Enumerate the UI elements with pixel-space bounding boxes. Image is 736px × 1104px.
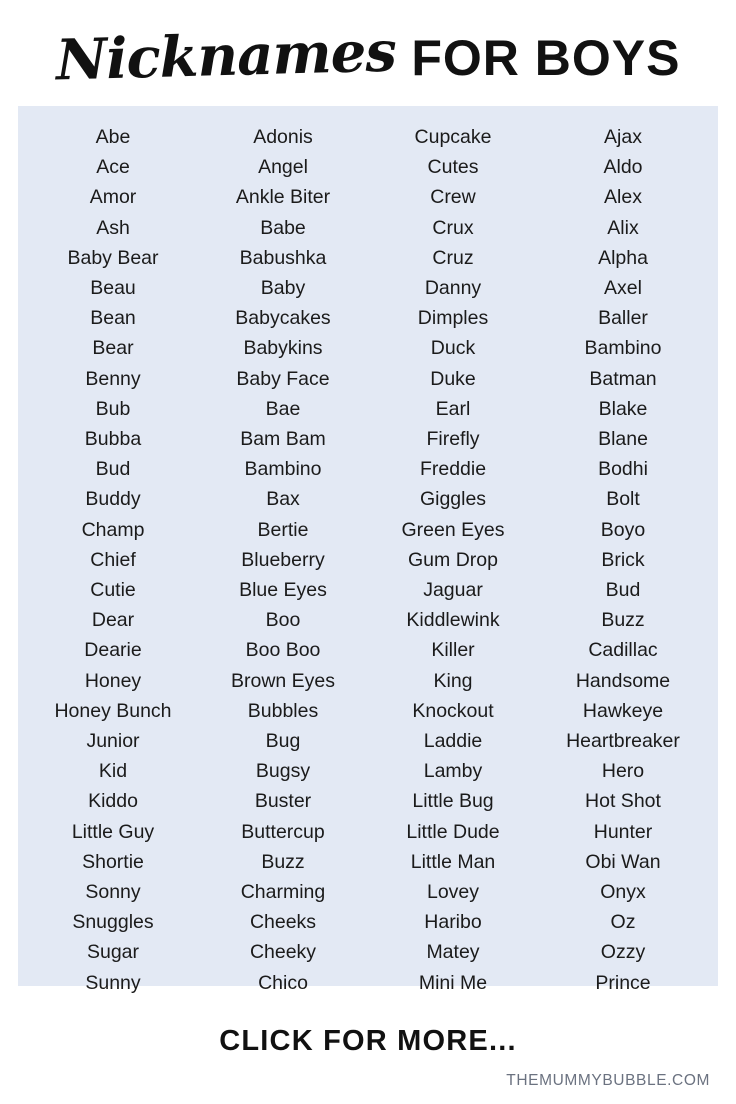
nickname-item: Lamby	[423, 760, 483, 783]
nickname-item: Haribo	[424, 911, 482, 934]
nickname-item: Blane	[598, 428, 648, 451]
nickname-list-panel	[18, 106, 718, 994]
nickname-item: Abe	[95, 126, 131, 148]
nickname-item: Alpha	[598, 246, 648, 269]
nickname-item: Freddie	[419, 458, 487, 481]
nickname-item: Killer	[431, 639, 475, 662]
nickname-item: Hero	[601, 760, 645, 783]
nickname-item: Little Man	[410, 850, 496, 873]
nickname-item: Snuggles	[72, 911, 154, 934]
nickname-columns	[28, 122, 708, 994]
nickname-item: Hot Shot	[585, 790, 661, 813]
nickname-item: Baby Face	[236, 367, 330, 390]
nickname-item: Firefly	[426, 428, 480, 451]
nickname-item: Chief	[90, 548, 136, 571]
nickname-item: Bear	[92, 337, 134, 360]
title-bold-text: FOR BOYS	[411, 30, 681, 86]
nickname-item: Benny	[85, 367, 141, 390]
nickname-item: Bambino	[244, 458, 322, 481]
nickname-item: Cutie	[90, 579, 136, 602]
nickname-item: Ankle Biter	[235, 186, 331, 209]
nickname-item: Bolt	[606, 488, 640, 511]
nickname-item: Little Bug	[412, 790, 494, 813]
nickname-item: Lovey	[426, 881, 480, 904]
nickname-item: Kiddlewink	[406, 609, 500, 632]
nickname-item: Danny	[424, 277, 482, 300]
click-for-more-label[interactable]: CLICK FOR MORE...	[219, 1025, 517, 1057]
nickname-item: Bean	[90, 307, 136, 330]
nickname-item: Cheeks	[249, 911, 317, 934]
nickname-item: Aldo	[603, 156, 643, 179]
website-attribution: THEMUMMYBUBBLE.COM	[506, 1072, 710, 1089]
nickname-item: Hawkeye	[582, 699, 664, 722]
nickname-item: Mini Me	[418, 971, 488, 994]
nickname-item: Sonny	[85, 881, 141, 904]
nickname-item: Amor	[89, 186, 137, 209]
nickname-item: Baby	[260, 277, 306, 300]
nickname-item: Buzz	[261, 850, 305, 873]
nickname-item: Bud	[95, 458, 131, 481]
nickname-item: Alex	[604, 186, 642, 209]
nickname-item: Brick	[601, 548, 645, 571]
nickname-column-2	[198, 122, 368, 994]
nickname-item: Junior	[86, 730, 140, 753]
nickname-item: Duck	[430, 337, 476, 360]
page-title	[0, 0, 736, 92]
nickname-item: Bertie	[257, 518, 309, 541]
nickname-item: Dimples	[417, 307, 489, 330]
nickname-item: Blue Eyes	[239, 579, 327, 602]
nickname-item: Bubbles	[247, 699, 319, 722]
nickname-item: Bugsy	[255, 760, 311, 783]
nickname-item: Ozzy	[600, 941, 646, 964]
nickname-item: Boo Boo	[245, 639, 321, 662]
nickname-item: Gum Drop	[408, 548, 498, 571]
nickname-item: Prince	[595, 971, 651, 994]
nickname-item: Buttercup	[241, 820, 325, 843]
footer	[0, 1011, 736, 1104]
nickname-item: Ace	[96, 156, 130, 179]
nickname-item: Ajax	[604, 126, 642, 148]
nickname-item: Charming	[240, 881, 326, 904]
nickname-item: Angel	[258, 156, 308, 179]
nickname-item: Cupcake	[414, 126, 492, 148]
nickname-item: Axel	[604, 277, 642, 300]
nickname-item: Knockout	[412, 699, 494, 722]
nickname-item: Oz	[610, 911, 636, 934]
nickname-column-3	[368, 122, 538, 994]
nickname-item: Brown Eyes	[230, 669, 336, 692]
nickname-item: Handsome	[575, 669, 671, 692]
nickname-column-1	[28, 122, 198, 994]
nickname-item: Crew	[430, 186, 476, 209]
nickname-item: Alix	[607, 216, 639, 239]
nickname-item: Bambino	[584, 337, 662, 360]
nickname-item: Heartbreaker	[566, 730, 680, 753]
nickname-item: Shortie	[82, 850, 144, 873]
nickname-item: Adonis	[253, 126, 313, 148]
nickname-item: Bubba	[84, 428, 142, 451]
nickname-item: Bud	[605, 579, 641, 602]
nickname-item: Sugar	[86, 941, 140, 964]
nickname-item: Buster	[254, 790, 312, 813]
nickname-item: Chico	[258, 971, 308, 994]
nickname-item: Cutes	[427, 156, 479, 179]
nickname-item: Bam Bam	[240, 428, 326, 451]
nickname-item: Bub	[95, 397, 131, 420]
nickname-item: Honey Bunch	[54, 699, 172, 722]
nickname-item: Beau	[90, 277, 136, 300]
nickname-item: Little Guy	[71, 820, 155, 843]
title-script-text: Nicknames	[54, 18, 397, 94]
nickname-item: Kiddo	[88, 790, 138, 813]
nickname-item: Buddy	[85, 488, 141, 511]
nickname-item: Cheeky	[249, 941, 317, 964]
nickname-item: Babushka	[239, 246, 327, 269]
nickname-item: Ash	[96, 216, 130, 239]
nickname-item: Little Dude	[406, 820, 500, 843]
nickname-item: Kid	[98, 760, 128, 783]
nickname-item: Jaguar	[423, 579, 483, 602]
nickname-item: Boyo	[600, 518, 646, 541]
nickname-item: Cruz	[432, 246, 474, 269]
nickname-item: Babykins	[243, 337, 323, 360]
nickname-column-4	[538, 122, 708, 994]
nickname-item: Champ	[81, 518, 145, 541]
nickname-item: Dearie	[84, 639, 142, 662]
nickname-item: Onyx	[600, 881, 646, 904]
nickname-item: Bodhi	[598, 458, 648, 481]
nickname-item: Buzz	[601, 609, 645, 632]
nickname-item: Crux	[432, 216, 474, 239]
nickname-item: King	[433, 669, 473, 692]
nickname-item: Boo	[265, 609, 301, 632]
nickname-item: Honey	[84, 669, 142, 692]
nickname-item: Matey	[426, 941, 480, 964]
nickname-item: Babycakes	[235, 307, 331, 330]
nickname-item: Obi Wan	[585, 850, 661, 873]
nickname-item: Cadillac	[588, 639, 658, 662]
nickname-item: Bug	[265, 730, 301, 753]
nickname-item: Babe	[260, 216, 306, 239]
nickname-item: Hunter	[593, 820, 653, 843]
nickname-item: Blake	[598, 397, 648, 420]
nickname-item: Batman	[589, 367, 657, 390]
nickname-item: Bae	[265, 397, 301, 420]
nickname-item: Green Eyes	[401, 518, 505, 541]
nickname-item: Blueberry	[241, 548, 325, 571]
nickname-item: Giggles	[419, 488, 487, 511]
nickname-item: Earl	[435, 397, 471, 420]
nickname-item: Laddie	[423, 730, 483, 753]
nickname-item: Baby Bear	[67, 246, 159, 269]
nickname-item: Baller	[598, 307, 648, 330]
nickname-item: Sunny	[85, 971, 141, 994]
nickname-item: Dear	[91, 609, 135, 632]
nickname-item: Duke	[430, 367, 476, 390]
nickname-item: Bax	[266, 488, 300, 511]
